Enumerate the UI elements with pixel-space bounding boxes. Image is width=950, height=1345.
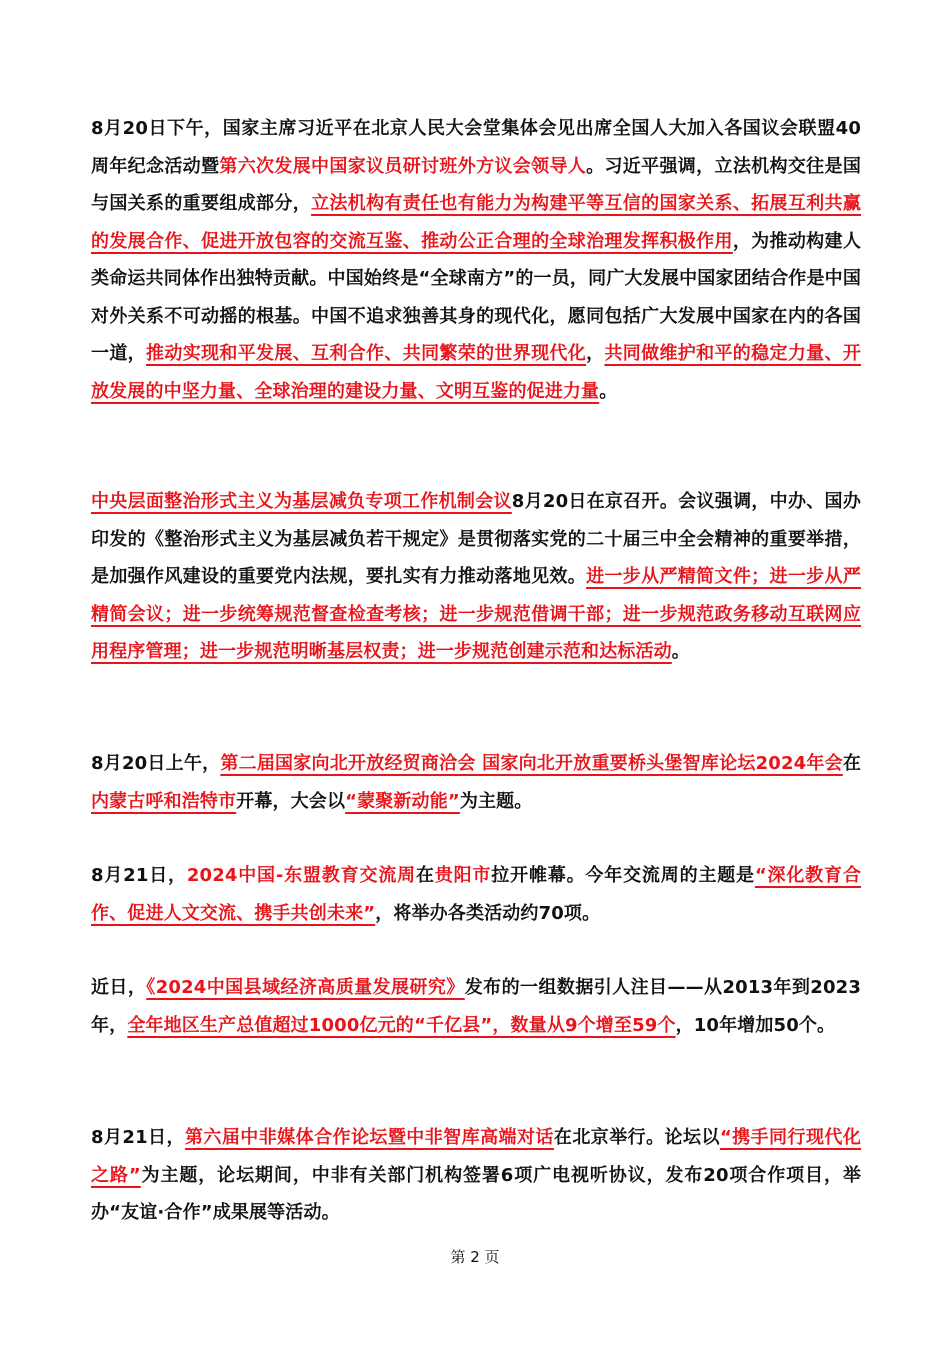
- news-paragraph-5: [91, 969, 861, 1044]
- highlight-text: 2024中国-东盟教育交流周: [186, 865, 416, 886]
- news-paragraph-1: [91, 110, 861, 410]
- paragraph-text: 8月21日，: [91, 1127, 185, 1148]
- news-paragraph-4: [91, 857, 861, 932]
- paragraph-text: 近日，: [91, 977, 147, 998]
- paragraph-text: 为主题。: [459, 790, 533, 812]
- news-paragraph-6: [91, 1119, 861, 1232]
- paragraph-text: 发布的一组数据引人注目——从2013年到2023年，: [91, 977, 862, 1036]
- highlight-underlined-text: 立法机构有责任也有能力为构建平等互信的国家关系、拓展互利共赢的发展合作、促进开放包容的交流互鉴、推动公正合理的全球治理发挥积极作用: [91, 193, 861, 252]
- highlight-underlined-text: 《2024中国县域经济高质量发展研究》: [146, 977, 465, 998]
- paragraph-text: 为主题，论坛期间，中非有关部门机构签署6项广电视听协议，发布20项合作项目，举办“友谊·合作”成果展等活动。: [91, 1164, 861, 1223]
- highlight-underlined-text: 共同做维护和平的稳定力量、开放发展的中坚力量、全球治理的建设力量、文明互鉴的促进力量: [91, 343, 861, 402]
- paragraph-text: ，将举办各类活动约70项。: [375, 902, 601, 924]
- paragraph-text: 8月20日上午，: [91, 753, 221, 774]
- paragraph-text: 在: [842, 753, 861, 774]
- paragraph-text: ，10年增加50个。: [675, 1014, 836, 1036]
- highlight-underlined-text: “携手同行现代化之路”: [91, 1127, 861, 1186]
- highlight-underlined-text: 全年地区生产总值超过1000亿元的“千亿县”，数量从9个增至59个: [127, 1014, 676, 1036]
- highlight-underlined-text: “深化教育合作、促进人文交流、携手共创未来”: [91, 865, 861, 924]
- paragraph-text: 8月20日在京召开。会议强调，中办、国办印发的《整治形式主义为基层减负若干规定》是贯彻落实党的二十届三中全会精神的重要举措，是加强作风建设的重要党内法规，要扎实有力推动落地见效。: [91, 491, 861, 587]
- paragraph-text: 。: [599, 380, 618, 402]
- paragraph-text: 。: [671, 641, 690, 662]
- paragraph-text: 在北京举行。论坛以: [553, 1127, 720, 1148]
- highlight-underlined-text: 第六届中非媒体合作论坛暨中非智库高端对话: [184, 1127, 554, 1148]
- highlight-underlined-text: 内蒙古呼和浩特市: [91, 790, 237, 812]
- paragraph-text: 在: [415, 865, 435, 886]
- highlight-underlined-text: “蒙聚新动能”: [345, 790, 460, 812]
- paragraph-text: 。习近平强调，立法机构交往是国与国关系的重要组成部分，: [91, 155, 861, 214]
- news-paragraph-3: [91, 745, 861, 820]
- highlight-underlined-text: 进一步从严精简文件；进一步从严精简会议；进一步统筹规范督查检查考核；进一步规范借调干部；进一步规范政务移动互联网应用程序管理；进一步规范明晰基层权责；进一步规范创建示范和达标活动: [91, 566, 861, 662]
- highlight-text: 贵阳市: [434, 865, 492, 886]
- page-number: 第 2 页: [450, 1248, 500, 1266]
- highlight-underlined-text: 第二届国家向北开放经贸商洽会 国家向北开放重要桥头堡智库论坛2024年会: [220, 753, 843, 774]
- paragraph-text: 开幕，大会以: [236, 790, 346, 812]
- paragraph-text: ，: [586, 343, 605, 364]
- paragraph-text: ，为推动构建人类命运共同体作出独特贡献。中国始终是“全球南方”的一员，同广大发展中国家团结合作是中国对外关系不可动摇的根基。中国不追求独善其身的现代化，愿同包括广大发展中国家在内的各国一道，: [91, 230, 861, 364]
- highlight-underlined-text: 推动实现和平发展、互利合作、共同繁荣的世界现代化: [146, 343, 587, 364]
- paragraph-text: 拉开帷幕。今年交流周的主题是: [491, 865, 755, 886]
- paragraph-text: 8月21日，: [91, 865, 187, 886]
- news-paragraph-2: [91, 483, 861, 671]
- highlight-text: 第六次发展中国家议员研讨班外方议会领导人: [219, 155, 587, 177]
- paragraph-text: 8月20日下午，国家主席习近平在北京人民大会堂集体会见出席全国人大加入各国议会联盟40周年纪念活动暨: [91, 118, 861, 177]
- highlight-underlined-text: 中央层面整治形式主义为基层减负专项工作机制会议: [91, 491, 512, 512]
